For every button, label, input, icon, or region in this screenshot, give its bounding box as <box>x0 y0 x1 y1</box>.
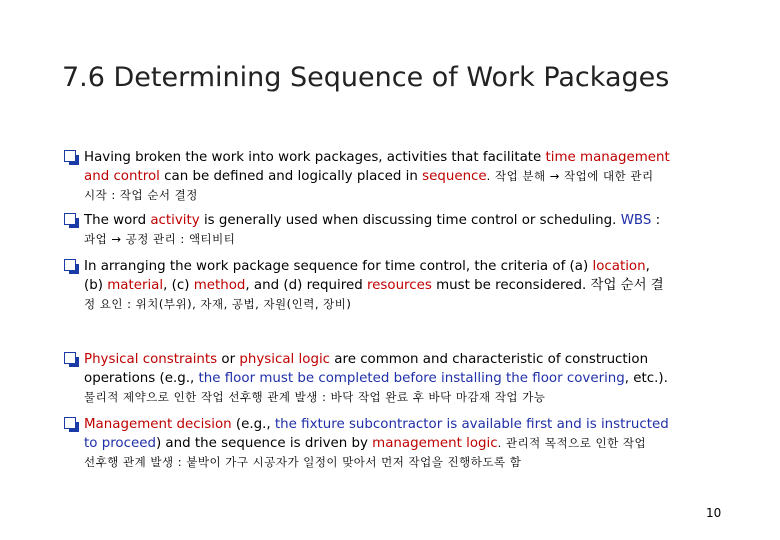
text-run: In arranging the work package sequence for time control, the criteria of (a) <box>84 259 593 274</box>
korean-text: 물리적 제약으로 인한 작업 선후행 관계 발생 : 바닥 작업 완료 후 바닥 마감재 작업 가능 <box>84 390 546 404</box>
korean-text: . 작업 분해 → 작업에 대한 관리 <box>486 169 654 183</box>
highlight-term: sequence <box>422 169 487 184</box>
highlight-term: time management <box>545 150 670 165</box>
bullet-1 <box>64 148 724 205</box>
korean-text: 시작 : 작업 순서 결정 <box>84 188 198 202</box>
highlight-term: WBS <box>620 213 652 228</box>
page-number: 10 <box>706 506 722 520</box>
checkbox-bullet-icon <box>64 150 76 162</box>
highlight-term: resources <box>366 278 432 293</box>
text-run: can be defined and logically placed in <box>159 169 423 184</box>
text-run: , <box>645 259 650 274</box>
korean-text: 과업 → 공정 관리 : 액티비티 <box>84 232 236 246</box>
checkbox-bullet-icon <box>64 259 76 271</box>
highlight-term: the floor must be completed before installing the floor covering <box>198 371 625 386</box>
highlight-term: Management decision <box>84 417 232 432</box>
text-run: ) and the sequence is driven by <box>155 436 373 451</box>
highlight-term: management logic <box>372 436 498 451</box>
text-run: operations (e.g., <box>84 371 199 386</box>
checkbox-bullet-icon <box>64 417 76 429</box>
bullet-5 <box>64 415 724 472</box>
bullet-text <box>84 211 724 249</box>
text-run: , etc.). <box>624 371 668 386</box>
bullet-text <box>84 350 724 407</box>
checkbox-bullet-icon <box>64 352 76 364</box>
highlight-term: and control <box>84 169 160 184</box>
text-run: are common and characteristic of construction <box>330 352 649 367</box>
highlight-term: to proceed <box>84 436 156 451</box>
korean-text: 선후행 관계 발생 : 붙박이 가구 시공자가 일정이 맞아서 먼저 작업을 진행하도록 함 <box>84 455 522 469</box>
bullet-3 <box>64 257 724 314</box>
korean-text: . 관리적 목적으로 인한 작업 <box>497 436 647 450</box>
highlight-term: activity <box>150 213 200 228</box>
text-run: (e.g., <box>231 417 275 432</box>
text-run: The word <box>84 213 151 228</box>
korean-text: 정 요인 : 위치(부위), 자재, 공법, 자원(인력, 장비) <box>84 297 352 311</box>
highlight-term: the fixture subcontractor is available first and is instructed <box>274 417 669 432</box>
text-run: must be reconsidered. 작업 순서 결 <box>431 278 664 293</box>
text-run: is generally used when discussing time control or scheduling. <box>199 213 621 228</box>
text-run: , (c) <box>163 278 194 293</box>
highlight-term: physical logic <box>239 352 331 367</box>
text-run: , and (d) required <box>245 278 367 293</box>
highlight-term: location <box>592 259 646 274</box>
bullet-text <box>84 148 724 205</box>
highlight-term: Physical constraints <box>84 352 218 367</box>
slide-title: 7.6 Determining Sequence of Work Packages <box>62 62 670 93</box>
bullet-text <box>84 257 724 314</box>
bullet-2 <box>64 211 724 249</box>
highlight-term: method <box>193 278 246 293</box>
text-run: : <box>651 213 661 228</box>
highlight-term: material <box>107 278 164 293</box>
text-run: (b) <box>84 278 108 293</box>
bullet-text <box>84 415 724 472</box>
text-run: or <box>217 352 240 367</box>
text-run: Having broken the work into work packages, activities that facilitate <box>84 150 546 165</box>
checkbox-bullet-icon <box>64 213 76 225</box>
bullet-4 <box>64 350 724 407</box>
